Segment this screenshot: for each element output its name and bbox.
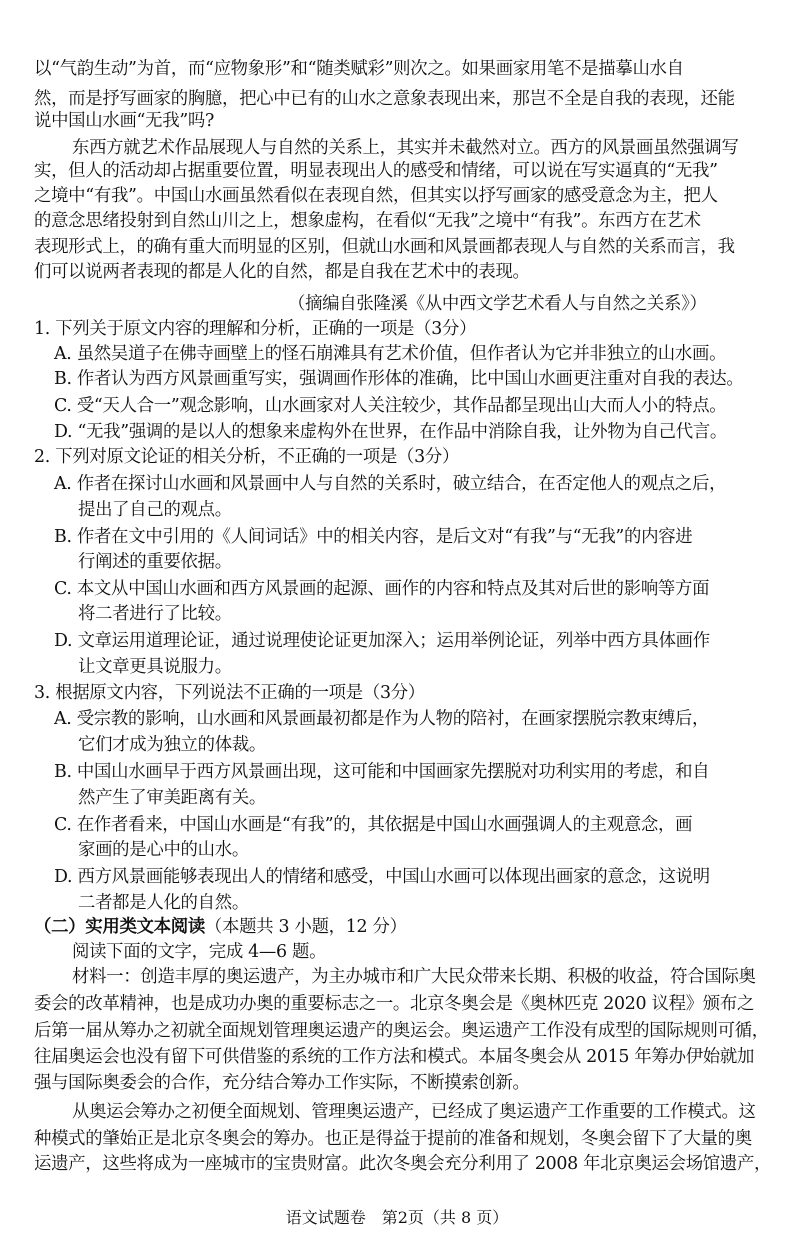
question-1-option-d: D. “无我”强调的是以人的想象来虚构外在世界，在作品中消除自我，让外物为自己代言。 <box>54 422 728 442</box>
material-line: 种模式的肇始正是北京冬奥会的筹办。也正是得益于提前的准备和规划，冬奥会留下了大量的奥 <box>34 1129 752 1149</box>
passage-line: 实，但人的活动却占据重要位置，明显表现出人的感受和情绪，可以说在写实逼真的“无我” <box>34 161 718 181</box>
question-3-option-b: B. 中国山水画早于西方风景画出现，这可能和中国画家先摆脱对功利实用的考虑，和自 <box>54 762 710 782</box>
material-line: 材料一：创造丰厚的奥运遗产，为主办城市和广大民众带来长期、积极的收益，符合国际奥 <box>72 967 756 987</box>
section-note: （本题共 3 小题，12 分） <box>204 917 407 937</box>
question-2-option-a-cont: 提出了自己的观点。 <box>78 500 232 520</box>
question-3-stem: 3. 根据原文内容，下列说法不正确的一项是（3分） <box>34 683 425 703</box>
material-line: 后第一届从筹办之初就全面规划管理奥运遗产的奥运会。奥运遗产工作没有成型的国际规则可循， <box>34 1021 769 1041</box>
question-2-option-b-cont: 行阐述的重要依据。 <box>78 552 232 572</box>
question-2-option-c-cont: 将二者进行了比较。 <box>78 604 232 624</box>
passage-line: 表现形式上，的确有重大而明显的区别，但就山水画和风景画都表现人与自然的关系而言，我 <box>34 237 735 257</box>
question-2-stem: 2. 下列对原文论证的相关分析，不正确的一项是（3分） <box>34 447 460 467</box>
question-2-option-b: B. 作者在文中引用的《人间词话》中的相关内容，是后文对“有我”与“无我”的内容进 <box>54 527 693 547</box>
question-3-option-c-cont: 家画的是心中的山水。 <box>78 840 249 860</box>
question-3-option-d: D. 西方风景画能够表现出人的情绪和感受，中国山水画可以体现出画家的意念，这说明 <box>54 867 710 887</box>
question-2-option-d-cont: 让文章更具说服力。 <box>78 657 232 677</box>
section-instruction: 阅读下面的文字，完成 4—6 题。 <box>72 942 327 962</box>
question-2-option-a: A. 作者在探讨山水画和风景画中人与自然的关系时，破立结合，在否定他人的观点之后， <box>54 474 727 494</box>
section-title: （二）实用类文本阅读 <box>34 917 205 937</box>
passage-line: 之境中“有我”。中国山水画虽然看似在表现自然，但其实以抒写画家的感受意念为主，把人 <box>34 186 718 206</box>
material-line: 运遗产，这些将成为一座城市的宝贵财富。此次冬奥会充分利用了 2008 年北京奥运会场馆遗产， <box>34 1154 772 1174</box>
question-1-option-a: A. 虽然吴道子在佛寺画壁上的怪石崩滩具有艺术价值，但作者认为它并非独立的山水画。 <box>54 344 727 364</box>
question-3-option-c: C. 在作者看来，中国山水画是“有我”的，其依据是中国山水画强调人的主观意念，画 <box>54 815 693 835</box>
question-3-option-d-cont: 二者都是人化的自然。 <box>78 893 249 913</box>
section-heading <box>34 916 772 938</box>
question-1-option-c: C. 受“天人合一”观念影响，山水画家对人关注较少，其作品都呈现出山大而人小的特点。 <box>54 396 727 416</box>
question-2-option-c: C. 本文从中国山水画和西方风景画的起源、画作的内容和特点及其对后世的影响等方面 <box>54 579 710 599</box>
question-3-option-b-cont: 然产生了审美距离有关。 <box>78 788 266 808</box>
question-3-option-a-cont: 它们才成为独立的体裁。 <box>78 735 266 755</box>
page-footer: 语文试题卷 第2页（共 8 页） <box>285 1208 509 1227</box>
question-1-option-b: B. 作者认为西方风景画重写实，强调画作形体的准确，比中国山水画更注重对自我的表达。 <box>54 369 744 389</box>
question-1-stem: 1. 下列关于原文内容的理解和分析，正确的一项是（3分） <box>34 319 477 339</box>
material-line: 强与国际奥委会的合作，充分结合筹办工作实际，不断摸索创新。 <box>34 1073 530 1093</box>
passage-line: 以“气韵生动”为首，而“应物象形”和“随类赋彩”则次之。如果画家用笔不是描摹山水自 <box>34 59 684 79</box>
question-3-option-a: A. 受宗教的影响，山水画和风景画最初都是作为人物的陪衬，在画家摆脱宗教束缚后， <box>54 709 710 729</box>
passage-line: 说中国山水画“无我”吗? <box>34 111 215 131</box>
passage-line: 然，而是抒写画家的胸臆，把心中已有的山水之意象表现出来，那岂不全是自我的表现，还能 <box>34 89 735 109</box>
material-line: 委会的改革精神，也是成功办奥的重要标志之一。北京冬奥会是《奥林匹克 2020 议程》颁布之 <box>34 994 755 1014</box>
material-line: 从奥运会筹办之初便全面规划、管理奥运遗产，已经成了奥运遗产工作重要的工作模式。这 <box>72 1102 756 1122</box>
material-line: 往届奥运会也没有留下可供借鉴的系统的工作方法和模式。本届冬奥会从 2015 年筹办伊始就加 <box>34 1047 755 1067</box>
passage-line: 的意念思绪投射到自然山川之上，想象虚构，在看似“无我”之境中“有我”。东西方在艺术 <box>34 211 701 231</box>
source-citation: （摘编自张隆溪《从中西文学艺术看人与自然之关系》） <box>288 294 707 314</box>
question-2-option-d: D. 文章运用道理论证，通过说理使论证更加深入；运用举例论证，列举中西方具体画作 <box>54 631 710 651</box>
passage-line: 东西方就艺术作品展现人与自然的关系上，其实并未截然对立。西方的风景画虽然强调写 <box>72 138 739 158</box>
passage-line: 们可以说两者表现的都是人化的自然，都是自我在艺术中的表现。 <box>34 262 530 282</box>
